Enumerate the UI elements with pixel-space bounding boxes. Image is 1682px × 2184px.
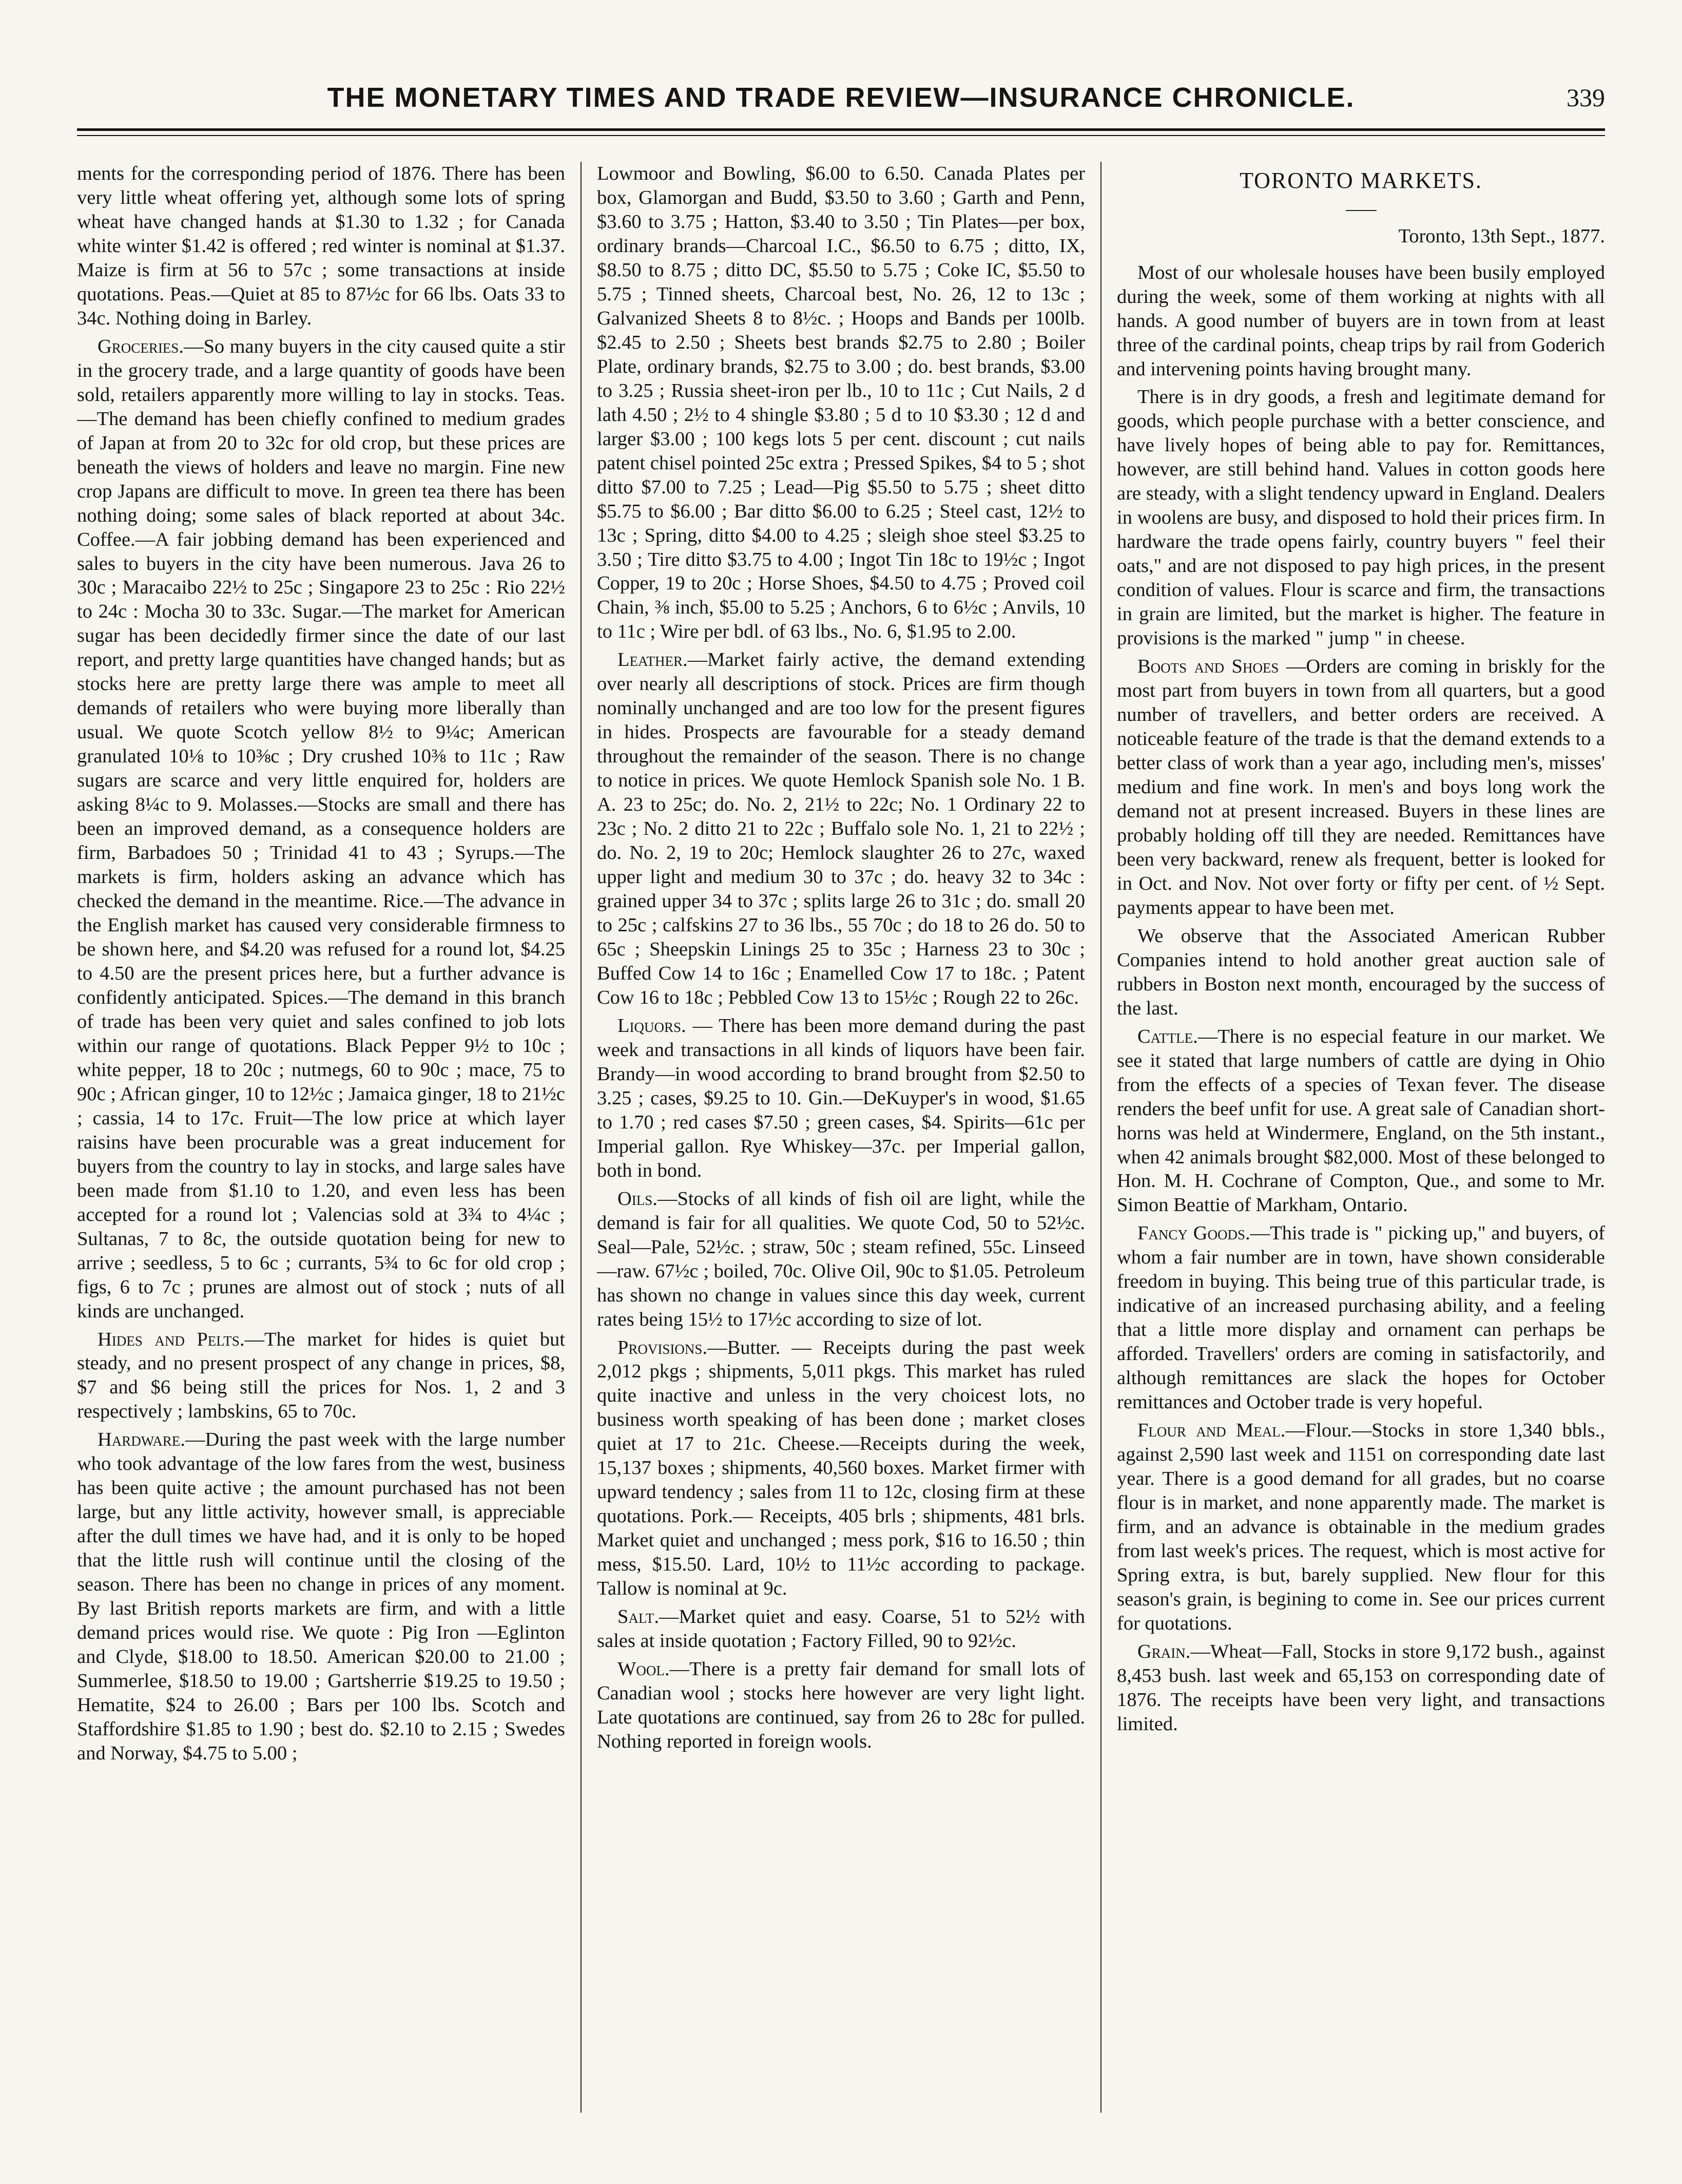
grain-paragraph: [1117, 1640, 1605, 1736]
section-head-salt: Salt.: [617, 1606, 660, 1628]
groceries-paragraph: [77, 335, 565, 1324]
fancy-goods-paragraph: [1117, 1221, 1605, 1414]
column-3: [1100, 162, 1605, 2113]
provisions-paragraph: [597, 1336, 1085, 1601]
section-head-flour: Flour and Meal.: [1137, 1420, 1286, 1442]
masthead-rule-thick: [77, 128, 1605, 131]
provisions-body: —Butter. — Receipts during the past week 2,012 pkgs ; shipments, 5,011 pkgs. This market has ruled quite inactive and unless in the very choicest lots, no business worth speaking of has been done ; market closes quiet at 17 to 21c. Cheese.—Receipts during the week, 15,137 boxes ; shipments, 40,560 boxes. Market firmer with upward tendency ; sales from 11 to 12c, closing firm at these quotations. Pork.— Receipts, 405 brls ; shipments, 481 brls. Market quiet and unchanged ; mess pork, $16 to 16.50 ; thin mess, $15.50. Lard, 10½ to 11½c according to package. Tallow is nominal at 9c.: [597, 1336, 1085, 1600]
heading-short-rule: [1346, 210, 1377, 211]
section-head-liquors: Liquors.: [617, 1014, 686, 1037]
leather-body: —Market fairly active, the demand extending over nearly all descriptions of stock. Prices are firm though nominally unchanged and are too low for the present figures in hides. Prospects are favourable for a steady demand throughout the remainder of the season. There is no change to notice in prices. We quote Hemlock Spanish sole No. 1 B. A. 23 to 25c; do. No. 2, 21½ to 22c; No. 1 Ordinary 22 to 23c ; No. 2 ditto 21 to 22c ; Buffalo sole No. 1, 21 to 22½ ; do. No. 2, 19 to 20c; Hemlock slaughter 26 to 27c, waxed upper light and medium 30 to 37c ; do. heavy 32 to 34c : grained upper 34 to 37c ; splits large 26 to 31c ; do. small 20 to 25c ; calfskins 27 to 36 lbs., 55 70c ; do 18 to 26 do. 50 to 65c ; Sheepskin Linings 25 to 35c ; Harness 23 to 30c ; Buffed Cow 14 to 16c ; Enamelled Cow 17 to 18c. ; Patent Cow 16 to 18c ; Pebbled Cow 13 to 15½c ; Rough 22 to 26c.: [597, 649, 1085, 1008]
liquors-body: — There has been more demand during the past week and transactions in all kinds of liquors have been fair. Brandy—in wood according to brand brought from $2.50 to 3.25 ; cases, $9.25 to 10. Gin.—DeKuyper's in wood, $1.65 to 1.70 ; red cases $7.50 ; green cases, $4. Spirits—61c per Imperial gallon. Rye Whiskey—37c. per Imperial gallon, both in bond.: [597, 1014, 1085, 1181]
section-head-provisions: Provisions.: [617, 1336, 708, 1358]
hardware-body: —During the past week with the large number who took advantage of the low fares from the west, business has been quite active ; the amount purchased has not been large, but any little activity, however small, is appreciable after the dull times we have had, and it is only to be hoped that the little rush will continue until the closing of the season. There has been no change in prices of any moment. By last British reports markets are firm, and with a little demand prices would rise. We quote : Pig Iron —Eglinton and Clyde, $18.00 to 18.50. American $20.00 to 21.00 ; Summerlee, $18.50 to 19.00 ; Gartsherrie $19.25 to 19.50 ; Hematite, $24 to 26.00 ; Bars per 100 lbs. Scotch and Staffordshire $1.85 to 1.90 ; best do. $2.10 to 2.15 ; Swedes and Norway, $4.75 to 5.00 ;: [77, 1429, 565, 1764]
section-head-leather: Leather.: [617, 649, 688, 671]
publication-title: THE MONETARY TIMES AND TRADE REVIEW—INSURANCE CHRONICLE.: [327, 82, 1355, 113]
wool-body: —There is a pretty fair demand for small lots of Canadian wool ; stocks here however are very light light. Late quotations are continued, say from 26 to 28c for pulled. Nothing reported in foreign wools.: [597, 1658, 1085, 1752]
intro-paragraph-2: There is in dry goods, a fresh and legitimate demand for goods, which people purchase with a better conscience, and have lively hopes of being able to pay for. Remittances, however, are still behind hand. Values in cotton goods here are steady, with a slight tendency upward in England. Dealers in woolens are busy, and disposed to hold their prices firm. In hardware the trade opens fairly, country buyers " feel their oats," and are not disposed to pay high prices, in the present condition of values. Flour is scarce and firm, the transactions in grain are limited, but the market is higher. The feature in provisions is the marked " jump " in cheese.: [1117, 386, 1605, 649]
hides-body: —The market for hides is quiet but steady, and no present prospect of any change in prices, $8, $7 and $6 being still the prices for Nos. 1, 2 and 3 respectively ; lambskins, 65 to 70c.: [77, 1328, 565, 1423]
intro-paragraph-1: Most of our wholesale houses have been busily employed during the week, some of them working at nights with all hands. A good number of buyers are in town from at least three of the cardinal points, cheap trips by rail from Goderich and intervening points having brought many.: [1117, 261, 1605, 380]
salt-body: —Market quiet and easy. Coarse, 51 to 52½ with sales at inside quotation ; Factory Filled, 90 to 92½c.: [597, 1606, 1085, 1652]
boots-body: —Orders are coming in briskly for the most part from buyers in town from all quarters, but a good number of travellers, and better orders are received. A noticeable feature of the trade is that the demand extends to a better class of work than a year ago, including men's, misses' medium and fine work. In men's and boys long work the demand not at present increased. Buyers in these lines are probably holding off till they are needed. Remittances have been very backward, renew als frequent, better is looked for in Oct. and Nov. Not over forty or fifty per cent. of ½ Sept. payments appear to have been met.: [1117, 656, 1605, 918]
hardware-paragraph: [77, 1428, 565, 1766]
section-head-grain: Grain.: [1137, 1640, 1191, 1662]
masthead-rule-thin: [77, 135, 1605, 136]
oils-body: —Stocks of all kinds of fish oil are light, while the demand is fair for all qualities. We quote Cod, 50 to 52½c. Seal—Pale, 52½c. ; straw, 50c ; steam refined, 55c. Linseed—raw. 67½c ; boiled, 70c. Olive Oil, 90c to $1.05. Petroleum has shown no change in values since this day week, current rates being 15½ to 17½c according to size of lot.: [597, 1187, 1085, 1330]
section-head-boots: Boots and Shoes: [1137, 656, 1279, 678]
section-head-oils: Oils.: [617, 1187, 658, 1210]
masthead: [77, 77, 1605, 118]
column-1: [77, 162, 581, 2113]
hardware-continuation-paragraph: Lowmoor and Bowling, $6.00 to 6.50. Canada Plates per box, Glamorgan and Budd, $3.50 to 3.60 ; Garth and Penn, $3.60 to 3.75 ; Hatton, $3.40 to 3.50 ; Tin Plates—per box, ordinary brands—Charcoal I.C., $6.50 to 6.75 ; ditto, IX, $8.50 to 8.75 ; ditto DC, $5.50 to 5.75 ; Coke IC, $5.50 to 5.75 ; Tinned sheets, Charcoal best, No. 26, 12 to 13c ; Galvanized Sheets 8 to 8½c. ; Hoops and Bands per 100lb. $2.45 to 2.50 ; Sheets best brands $2.75 to 2.80 ; Boiler Plate, ordinary brands, $2.75 to 3.00 ; do. best brands, $3.00 to 3.25 ; Russia sheet-iron per lb., 10 to 11c ; Cut Nails, 2 d lath 4.50 ; 2½ to 4 shingle $3.80 ; 5 d to 10 $3.30 ; 12 d and larger $3.00 ; 100 kegs lots 5 per cent. discount ; cut nails patent chisel pointed 25c extra ; Pressed Spikes, $4 to 5 ; shot ditto $7.00 to 7.25 ; Lead—Pig $5.50 to 5.75 ; sheet ditto $5.75 to $6.00 ; Bar ditto $6.00 to 6.25 ; Steel cast, 12½ to 13c ; Spring, ditto $4.00 to 4.25 ; sleigh shoe steel $3.25 to 3.50 ; Tire ditto $3.75 to 4.00 ; Ingot Tin 18c to 19½c ; Ingot Copper, 19 to 20c ; Horse Shoes, $4.50 to 4.75 ; Proved coil Chain, ⅜ inch, $5.00 to 5.25 ; Anchors, 6 to 6½c ; Anvils, 10 to 11c ; Wire per bdl. of 63 lbs., No. 6, $1.95 to 2.00.: [597, 163, 1085, 643]
section-head-groceries: Groceries.: [98, 335, 184, 357]
article-columns: [77, 162, 1605, 2113]
liquors-paragraph: [597, 1014, 1085, 1183]
rubber-paragraph: We observe that the Associated American Rubber Companies intend to hold another great auction sale of rubbers in Boston next month, encouraged by the success of the last.: [1117, 925, 1605, 1019]
flour-body: —Flour.—Stocks in store 1,340 bbls., against 2,590 last week and 1151 on corresponding date last year. There is a good demand for all grades, but no coarse flour is in market, and none apparently made. The market is firm, and an advance is obtainable in the medium grades from last week's prices. The request, which is most active for Spring extra, is but, barely supplied. New flour for this season's grain, is begining to come in. See our prices current for quotations.: [1117, 1420, 1605, 1634]
section-head-hardware: Hardware.: [98, 1429, 185, 1451]
boots-paragraph: [1117, 655, 1605, 920]
grain-body: —Wheat—Fall, Stocks in store 9,172 bush., against 8,453 bush. last week and 65,153 on corresponding date of 1876. The receipts have been very light, and transactions limited.: [1117, 1640, 1605, 1735]
groceries-body: —So many buyers in the city caused quite a stir in the grocery trade, and a large quantity of goods have been sold, retailers apparently more willing to lay in stocks. Teas.—The demand has been chiefly confined to medium grades of Japan at from 20 to 32c for old crop, but these prices are beneath the views of holders and leave no margin. Fine new crop Japans are difficult to move. In green tea there has been nothing doing; some sales of black reported at about 34c. Coffee.—A fair jobbing demand has been experienced and sales to buyers in the city have been numerous. Java 26 to 30c ; Maracaibo 22½ to 25c ; Singapore 23 to 25c : Rio 22½ to 24c : Mocha 30 to 33c. Sugar.—The market for American sugar has been decidedly firmer since the date of our last report, and pretty large quantities have changed hands; but as stocks here are pretty large there was ample to meet all demands of retailers who were buying more liberally than usual. We quote Scotch yellow 8½ to 9¼c; American granulated 10⅛ to 10⅜c ; Dry crushed 10⅜ to 11c ; Raw sugars are scarce and very little enquired for, holders are asking 8¼c to 9. Molasses.—Stocks are small and there has been an improved demand, as a consequence holders are firm, Barbadoes 50 ; Trinidad 41 to 43 ; Syrups.—The markets is firm, holders asking an advance which has checked the demand in the meantime. Rice.—The advance in the English market has caused very considerable firmness to be shown here, and $4.20 was refused for a round lot, $4.25 to 4.50 are the present prices here, but a further advance is confidently anticipated. Spices.—The demand in this branch of trade has been very quiet and sales confined to job lots within our range of quotations. Black Pepper 9½ to 10c ; white pepper, 18 to 20c ; nutmegs, 60 to 90c ; mace, 75 to 90c ; African ginger, 10 to 12½c ; Jamaica ginger, 18 to 21½c ; cassia, 14 to 17c. Fruit—The low price at which layer raisins have been procurable was a great inducement for buyers from the country to lay in stocks, and large sales have been made from $1.10 to 1.20, and even less has been accepted for a round lot ; Valencias sold at 3¾ to 4¼c ; Sultanas, 7 to 8c, the outside quotation being for new to arrive ; seedless, 5 to 6c ; currants, 5¾ to 6c for old crop ; figs, 6 to 7c ; prunes are almost out of stock ; nuts of all kinds are unchanged.: [77, 335, 565, 1322]
grain-continuation-paragraph: ments for the corresponding period of 1876. There has been very little wheat offering yet, although some lots of spring wheat have changed hands at $1.30 to 1.32 ; for Canada white winter $1.42 is offered ; red winter is nominal at $1.37. Maize is firm at 56 to 57c ; some transactions at inside quotations. Peas.—Quiet at 85 to 87½c for 66 lbs. Oats 33 to 34c. Nothing doing in Barley.: [77, 163, 565, 329]
salt-paragraph: [597, 1605, 1085, 1653]
column-2: [581, 162, 1100, 2113]
flour-paragraph: [1117, 1419, 1605, 1636]
oils-paragraph: [597, 1187, 1085, 1332]
toronto-markets-heading: TORONTO MARKETS.: [1240, 168, 1482, 193]
wool-paragraph: [597, 1657, 1085, 1754]
section-head-fancy-goods: Fancy Goods.: [1137, 1222, 1250, 1244]
dateline: Toronto, 13th Sept., 1877.: [1398, 225, 1605, 247]
section-head-hides: Hides and Pelts.: [98, 1328, 245, 1350]
hides-paragraph: [77, 1328, 565, 1424]
page-number: 339: [1567, 83, 1605, 112]
fancy-goods-body: —This trade is " picking up," and buyers, of whom a fair number are in town, have shown considerable freedom in buying. This being true of this particular trade, is indicative of an increased purchasing ability, and a feeling that a little more display and ornament can perhaps be afforded. Travellers' orders are coming in satisfactorily, and although remittances are slack the hopes for October remittances and October trade is very hopeful.: [1117, 1222, 1605, 1413]
leather-paragraph: [597, 648, 1085, 1010]
cattle-paragraph: [1117, 1025, 1605, 1218]
section-head-wool: Wool.: [617, 1658, 670, 1680]
cattle-body: —There is no especial feature in our market. We see it stated that large numbers of cattle are dying in Ohio from the effects of a species of Texan fever. The disease renders the beef unfit for use. A great sale of Canadian short-horns was held at Windermere, England, on the 5th instant., when 42 animals brought $82,000. Most of these belonged to Hon. M. H. Cochrane of Compton, Que., and some to Mr. Simon Beattie of Markham, Ontario.: [1117, 1025, 1605, 1216]
section-head-cattle: Cattle.: [1137, 1025, 1198, 1047]
